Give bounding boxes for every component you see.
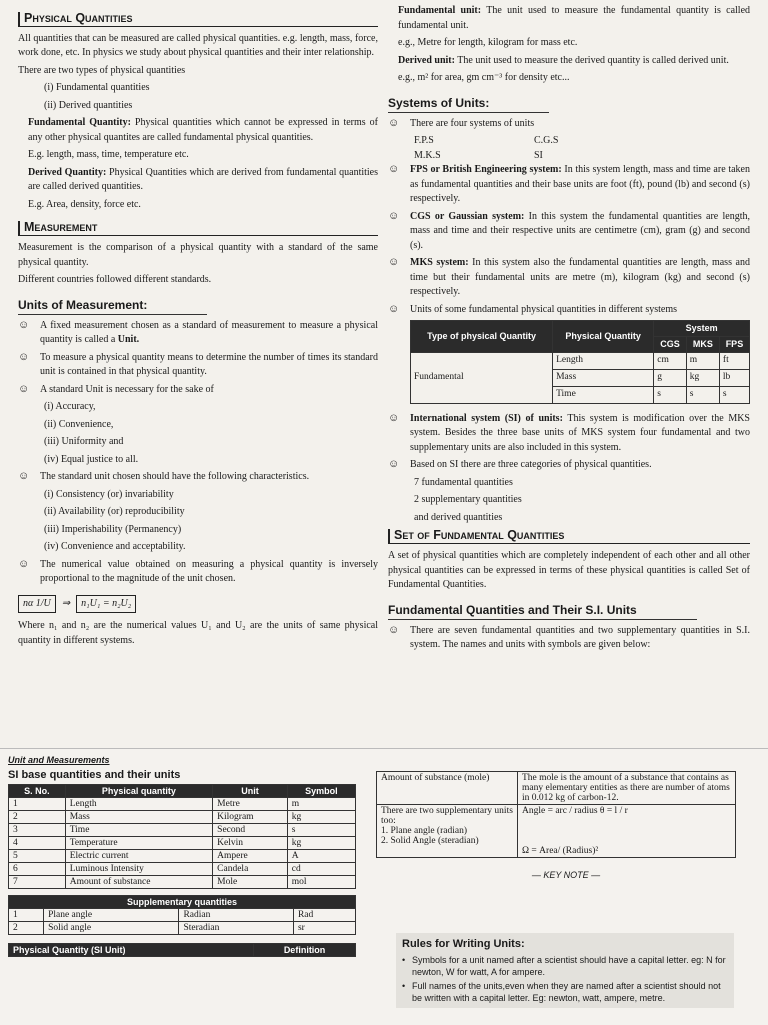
- bullet-item: ☺ Units of some fundamental physical quantities in different systems: [388, 303, 750, 318]
- table-cell: Ampere: [213, 850, 288, 863]
- table-cell: Plane angle: [44, 909, 179, 922]
- supplementary-quantities-table: [8, 895, 356, 935]
- table-cell: 5: [9, 850, 66, 863]
- table-cell: ft: [719, 353, 749, 370]
- bottom-right-column: [376, 771, 756, 880]
- units-systems-table: [410, 320, 750, 403]
- table-cell: Electric current: [65, 850, 212, 863]
- table-cell: Second: [213, 824, 288, 837]
- table-cell: Fundamental: [411, 353, 553, 403]
- table-cell: Candela: [213, 863, 288, 876]
- bullet-item: ☺ The numerical value obtained on measuring a physical quantity is inversely proportional to the magnitude of the unit chosen.: [18, 558, 378, 587]
- table-cell: cd: [287, 863, 355, 876]
- subheading-systems-of-units: Systems of Units:: [388, 95, 549, 113]
- system-mks: M.K.S: [414, 149, 441, 161]
- formula: [18, 595, 378, 614]
- definition-fundamental-unit: Fundamental unit: The unit used to measure the fundamental quantity is called fundamental unit.: [398, 5, 751, 31]
- list-item: (i) Accuracy,: [44, 401, 96, 413]
- list-item: • Full names of the units,even when they are named after a scientist should not be written with a capital letter. Eg: newton, watt, ampere, metre.: [402, 981, 721, 1004]
- bullet-item: ☺ There are seven fundamental quantities and two supplementary quantities in S.I. system. The names and units with symbols are given below:: [388, 624, 750, 653]
- table-cell: Mass: [65, 811, 212, 824]
- table-cell: cm: [654, 353, 687, 370]
- table-title: SI base quantities and their units: [8, 769, 181, 781]
- table-cell: Solid angle: [44, 922, 179, 935]
- formula-proportionality: nα 1/U: [18, 595, 56, 614]
- table-header: Definition: [254, 944, 356, 957]
- table-cell: Length: [553, 353, 654, 370]
- list-item: (iii) Imperishability (Permanency): [44, 523, 182, 535]
- table-header: System: [654, 321, 750, 337]
- table-cell: Time: [65, 824, 212, 837]
- table-cell: g: [654, 370, 687, 387]
- table-cell: Temperature: [65, 837, 212, 850]
- table-cell: 1: [9, 798, 66, 811]
- table-cell: Amount of substance: [65, 876, 212, 889]
- table-cell: Time: [553, 387, 654, 404]
- table-row: [9, 811, 356, 824]
- left-column: [18, 8, 378, 651]
- definition-derived-unit: Derived unit: The unit used to measure the derived quantity is called derived unit.: [398, 54, 729, 66]
- table-cell: kg: [287, 837, 355, 850]
- table-cell: Radian: [179, 909, 294, 922]
- table-row: [411, 353, 750, 370]
- bullet-dot: •: [402, 981, 406, 992]
- list-item: (ii) Derived quantities: [44, 99, 133, 111]
- table-cell: A: [287, 850, 355, 863]
- table-cell: Kelvin: [213, 837, 288, 850]
- cell-text: There are two supplementary units too:: [381, 806, 513, 826]
- table-row: [9, 876, 356, 889]
- list-item: 7 fundamental quantities: [414, 476, 513, 488]
- cell-text: 2. Solid Angle (steradian): [381, 836, 479, 846]
- table-row: [9, 824, 356, 837]
- table-cell: Rad: [293, 909, 355, 922]
- table-cell: 7: [9, 876, 66, 889]
- subheading-fundamental-quantities-si: Fundamental Quantities and Their S.I. Units: [388, 602, 697, 620]
- table-cell: 3: [9, 824, 66, 837]
- example: e.g., Metre for length, kilogram for mass etc.: [398, 37, 578, 48]
- section-heading-set-of-fundamental-quantities: Set of Fundamental Quantities: [388, 529, 750, 544]
- section-heading-physical-quantities: Physical Quantities: [18, 12, 378, 27]
- bullet-dot: •: [402, 954, 406, 965]
- table-row: [9, 909, 356, 922]
- table-cell: s: [654, 387, 687, 404]
- list-item: 2 supplementary quantities: [414, 494, 522, 506]
- table-cell: s: [719, 387, 749, 404]
- table-cell: [377, 805, 518, 858]
- table-row: [9, 837, 356, 850]
- paragraph: There are two types of physical quantities: [18, 64, 186, 76]
- example: E.g. Area, density, force etc.: [28, 198, 141, 210]
- definitions-table: [376, 771, 736, 858]
- paragraph: All quantities that can be measured are called physical quantities. e.g. length, mass, force, work done, etc. In physics we study about physical quantities and their inter relationship.: [18, 32, 378, 59]
- table-cell: m: [287, 798, 355, 811]
- table-header: CGS: [654, 337, 687, 353]
- bullet-item: ☺ The standard unit chosen should have the following characteristics.: [18, 470, 378, 485]
- second-page: [0, 748, 768, 1025]
- definition-fundamental-quantity: Fundamental Quantity: Physical quantities which cannot be expressed in terms of any other physical quantites are called fundamental physical quantities.: [28, 117, 378, 143]
- definition-table-header: [8, 943, 356, 957]
- table-cell: Metre: [213, 798, 288, 811]
- table-cell: Amount of substance (mole): [377, 772, 518, 805]
- table-cell: Mole: [213, 876, 288, 889]
- example: E.g. length, mass, time, temperature etc.: [28, 149, 189, 161]
- system-fps: F.P.S: [414, 135, 434, 147]
- paragraph: A set of physical quantities which are completely independent of each other and all other physical quantities can be expressed in terms of these physical quantities is called Set of Fundamental Quantities.: [388, 550, 750, 591]
- paragraph: Measurement is the comparison of a physical quantity with a standard of the same physical quantity.: [18, 242, 378, 268]
- table-header: Supplementary quantities: [9, 896, 356, 909]
- bullet-item: ☺ A fixed measurement chosen as a standard of measurement to measure a physical quantity is called a Unit.: [18, 319, 378, 348]
- table-cell: 2: [9, 811, 66, 824]
- right-column: [388, 4, 750, 656]
- key-note-label: — KEY NOTE —: [531, 870, 601, 880]
- subheading-units-of-measurement: Units of Measurement:: [18, 297, 207, 315]
- table-cell: kg: [287, 811, 355, 824]
- table-row: [377, 805, 736, 858]
- table-row: [9, 863, 356, 876]
- table-cell: lb: [719, 370, 749, 387]
- table-row: [9, 798, 356, 811]
- si-base-quantities-table: [8, 784, 356, 889]
- list-item: (i) Consistency (or) invariability: [44, 488, 174, 500]
- table-header: Unit: [213, 785, 288, 798]
- table-header: Symbol: [287, 785, 355, 798]
- bottom-left-column: [8, 755, 358, 957]
- list-item: (iii) Uniformity and: [44, 436, 124, 448]
- table-cell: 1: [9, 909, 44, 922]
- table-header: Physical Quantity (SI Unit): [9, 944, 254, 957]
- section-heading-measurement: Measurement: [18, 221, 378, 236]
- table-cell: 4: [9, 837, 66, 850]
- cell-text: Ω = Area/ (Radius)²: [522, 846, 599, 856]
- implies-symbol: ⇒: [61, 597, 71, 609]
- table-header: FPS: [719, 337, 749, 353]
- table-cell: Length: [65, 798, 212, 811]
- table-cell: sr: [293, 922, 355, 935]
- table-cell: Kilogram: [213, 811, 288, 824]
- list-item: (iv) Convenience and acceptability.: [44, 541, 186, 553]
- list-item: • Symbols for a unit named after a scientist should have a capital letter. eg: N for newton, W for watt, A for ampere.: [402, 954, 726, 977]
- bullet-item: ☺ There are four systems of units: [388, 117, 750, 132]
- table-header: Physical quantity: [65, 785, 212, 798]
- table-cell: kg: [686, 370, 719, 387]
- bullet-item: ☺ Based on SI there are three categories of physical quantities.: [388, 458, 750, 473]
- bullet-item: ☺ A standard Unit is necessary for the sake of: [18, 383, 378, 398]
- table-cell: m: [686, 353, 719, 370]
- paragraph: Where n₁ and n₂ are the numerical values U₁ and U₂ are the units of same physical quantity in different systems.: [18, 620, 378, 646]
- formula-equation: n₁U₁ = n₂U₂: [76, 595, 136, 614]
- table-header: Physical Quantity: [553, 321, 654, 353]
- list-item: (iv) Equal justice to all.: [44, 453, 139, 465]
- cell-text: Angle = arc / radius θ = l / r: [522, 806, 628, 816]
- table-cell: 6: [9, 863, 66, 876]
- table-header: S. No.: [9, 785, 66, 798]
- list-item: (ii) Availability (or) reproducibility: [44, 506, 185, 518]
- table-header: MKS: [686, 337, 719, 353]
- bullet-item: ☺ International system (SI) of units: This system is modification over the MKS system. Besides the three base units of MKS system four fundamental and two supplementary units are also included in this system.: [388, 412, 750, 456]
- table-cell: s: [686, 387, 719, 404]
- table-cell: The mole is the amount of a substance that contains as many elementary entities as there are number of atoms in 0.012 kg of carbon-12.: [518, 772, 736, 805]
- table-row: [9, 850, 356, 863]
- definition-derived-quantity: Derived Quantity: Physical Quantities which are derived from fundamental quantities are called derived quantities.: [28, 166, 379, 193]
- example: e.g., m² for area, gm cm⁻³ for density etc...: [398, 72, 570, 83]
- table-cell: Mass: [553, 370, 654, 387]
- cell-text: 1. Plane angle (radian): [381, 826, 467, 836]
- list-item: and derived quantities: [414, 511, 503, 523]
- table-cell: Steradian: [179, 922, 294, 935]
- bullet-item: ☺ To measure a physical quantity means to determine the number of times its standard unit is contained in that physical quantity.: [18, 351, 378, 380]
- table-row: [9, 922, 356, 935]
- bullet-item: ☺ MKS system: In this system also the fundamental quantities are length, mass and time but their fundamental units are metre (m), kilogram (kg) and second (s) respectively.: [388, 256, 750, 300]
- key-note-heading: Rules for Writing Units:: [402, 938, 525, 950]
- list-item: (i) Fundamental quantities: [44, 82, 150, 94]
- system-si: SI: [534, 149, 543, 161]
- table-cell: Luminous Intensity: [65, 863, 212, 876]
- table-row: [377, 772, 736, 805]
- key-note-box: [396, 933, 734, 1008]
- bullet-item: ☺ FPS or British Engineering system: In this system length, mass and time are taken as fundamental quantities and their base units are foot (ft), pound (lb) and second (s) respectively.: [388, 163, 750, 207]
- paragraph: Different countries followed different standards.: [18, 274, 212, 285]
- table-header: Type of physical Quantity: [411, 321, 553, 353]
- system-cgs: C.G.S: [534, 135, 559, 147]
- bullet-item: ☺ CGS or Gaussian system: In this system the fundamental quantities are length, mass and time and their respective units are centimetre (cm), gram (g) and second (s).: [388, 210, 750, 254]
- systems-list: [388, 134, 750, 163]
- table-cell: 2: [9, 922, 44, 935]
- list-item: (ii) Convenience,: [44, 418, 114, 430]
- table-cell: mol: [287, 876, 355, 889]
- table-cell: [518, 805, 736, 858]
- running-header: Unit and Measurements: [8, 755, 110, 765]
- table-cell: s: [287, 824, 355, 837]
